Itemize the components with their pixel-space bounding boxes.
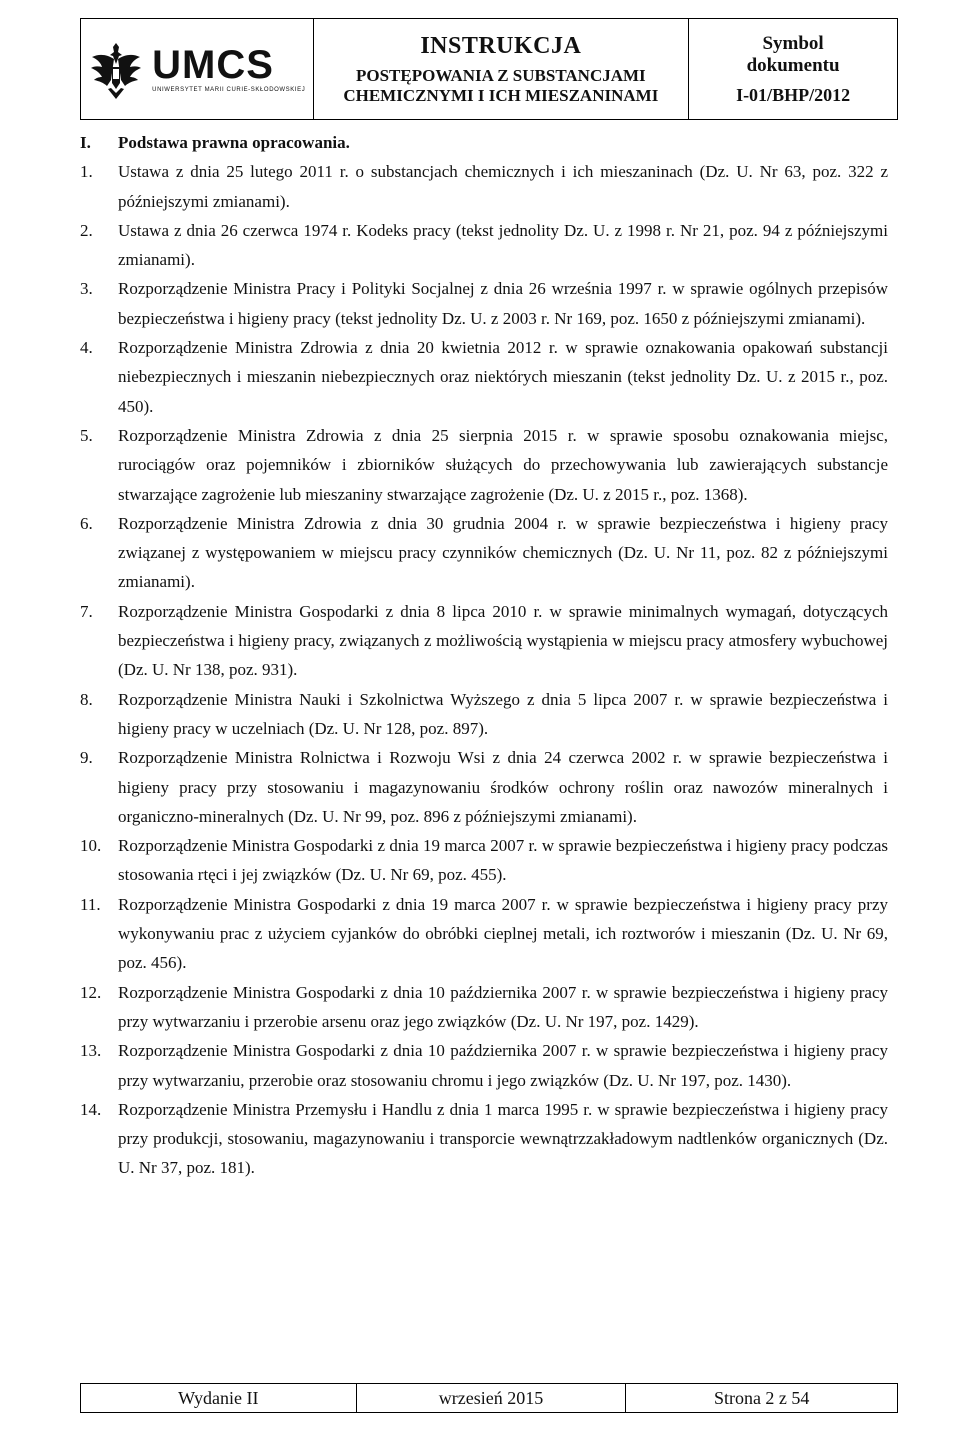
list-item-text: Rozporządzenie Ministra Gospodarki z dnia 10 października 2007 r. w sprawie bezpieczeństwa i higieny pracy przy wytwarzaniu, przerobie oraz stosowaniu chromu i jego związków (Dz. U. Nr 197, poz. 1430). bbox=[118, 1041, 888, 1090]
list-item bbox=[80, 157, 888, 216]
document-body bbox=[80, 128, 888, 1183]
list-item bbox=[80, 890, 888, 978]
list-item-number: 6. bbox=[80, 513, 93, 533]
list-item-text: Rozporządzenie Ministra Nauki i Szkolnictwa Wyższego z dnia 5 lipca 2007 r. w sprawie bezpieczeństwa i higieny pracy w uczelniach (Dz. U. Nr 128, poz. 897). bbox=[118, 689, 888, 738]
document-title: INSTRUKCJA bbox=[420, 32, 582, 59]
document-header bbox=[80, 18, 898, 120]
logo-wordmark: UMCS bbox=[152, 43, 274, 87]
list-item bbox=[80, 1036, 888, 1095]
list-item bbox=[80, 333, 888, 421]
list-item bbox=[80, 216, 888, 275]
document-subtitle-line-1: POSTĘPOWANIA Z SUBSTANCJAMI bbox=[355, 65, 646, 85]
eagle-emblem-icon bbox=[88, 37, 144, 101]
logo-subtitle: UNIWERSYTET MARII CURIE-SKŁODOWSKIEJ bbox=[152, 87, 306, 93]
list-item bbox=[80, 509, 888, 597]
list-item bbox=[80, 978, 888, 1037]
list-item-number: 14. bbox=[80, 1099, 102, 1119]
document-footer bbox=[80, 1383, 898, 1413]
list-item-text: Rozporządzenie Ministra Pracy i Polityki Socjalnej z dnia 26 września 1997 r. w sprawie ogólnych przepisów bezpieczeństwa i higieny pracy (tekst jednolity Dz. U. z 2003 r. Nr 169, poz. 1650 z późniejszymi zmianami). bbox=[118, 279, 888, 328]
list-item-number: 2. bbox=[80, 220, 93, 240]
title-cell bbox=[313, 19, 689, 120]
list-item-text: Rozporządzenie Ministra Gospodarki z dnia 19 marca 2007 r. w sprawie bezpieczeństwa i higieny pracy podczas stosowania rtęci i jej związków (Dz. U. Nr 69, poz. 455). bbox=[118, 836, 888, 885]
list-item-number: 7. bbox=[80, 601, 93, 621]
list-item-number: 10. bbox=[80, 836, 102, 856]
list-item-number: 8. bbox=[80, 689, 93, 709]
footer-edition: Wydanie II bbox=[81, 1384, 357, 1413]
list-item bbox=[80, 1095, 888, 1183]
list-item-number: 9. bbox=[80, 748, 93, 768]
list-item-number: 12. bbox=[80, 982, 102, 1002]
footer-date: wrzesień 2015 bbox=[356, 1384, 626, 1413]
section-heading bbox=[80, 128, 888, 157]
list-item-number: 1. bbox=[80, 162, 93, 182]
list-item-text: Rozporządzenie Ministra Przemysłu i Handlu z dnia 1 marca 1995 r. w sprawie bezpieczeństwa i higieny pracy przy produkcji, stosowaniu, magazynowaniu i transporcie wewnątrzzakładowym nadtlenków organicznych (Dz. U. Nr 37, poz. 181). bbox=[118, 1099, 888, 1178]
logo-cell bbox=[81, 19, 314, 120]
list-item-text: Ustawa z dnia 26 czerwca 1974 r. Kodeks pracy (tekst jednolity Dz. U. z 1998 r. Nr 21, poz. 94 z późniejszymi zmianami). bbox=[118, 220, 888, 270]
footer-page-number: Strona 2 z 54 bbox=[626, 1384, 898, 1413]
list-item-number: 5. bbox=[80, 425, 93, 445]
list-item-number: 4. bbox=[80, 338, 93, 358]
list-item-text: Rozporządzenie Ministra Rolnictwa i Rozwoju Wsi z dnia 24 czerwca 2002 r. w sprawie bezpieczeństwa i higieny pracy przy stosowaniu i magazynowaniu środków ochrony roślin oraz nawozów mineralnych i organiczno-mineralnych (Dz. U. Nr 99, poz. 896 z późniejszymi zmianami). bbox=[118, 748, 888, 826]
list-item-number: 13. bbox=[80, 1041, 102, 1061]
symbol-cell bbox=[689, 19, 898, 120]
list-item-text: Ustawa z dnia 25 lutego 2011 r. o substancjach chemicznych i ich mieszaninach (Dz. U. Nr 63, poz. 322 z późniejszymi zmianami). bbox=[118, 162, 888, 211]
list-item-text: Rozporządzenie Ministra Zdrowia z dnia 30 grudnia 2004 r. w sprawie bezpieczeństwa i higieny pracy związanej z występowaniem w miejscu pracy czynników chemicznych (Dz. U. Nr 11, poz. 82 z późniejszymi zmianami). bbox=[118, 513, 888, 592]
section-title: Podstawa prawna opracowania. bbox=[118, 133, 350, 152]
list-item-number: 11. bbox=[80, 894, 101, 914]
symbol-label-line-2: dokumentu bbox=[746, 54, 840, 76]
list-item bbox=[80, 274, 888, 333]
section-number: I. bbox=[80, 133, 91, 152]
list-item bbox=[80, 597, 888, 685]
list-item-text: Rozporządzenie Ministra Gospodarki z dnia 8 lipca 2010 r. w sprawie minimalnych wymagań, dotyczących bezpieczeństwa i higieny pracy, związanych z możliwością wystąpienia w miejscu pracy atmosfery wybuchowej (Dz. U. Nr 138, poz. 931). bbox=[118, 601, 888, 680]
list-item-text: Rozporządzenie Ministra Gospodarki z dnia 19 marca 2007 r. w sprawie bezpieczeństwa i higieny pracy przy wykonywaniu prac z użyciem cyjanków do obróbki cieplnej metali, ich roztworów i mieszanin (Dz. U. Nr 69, poz. 456). bbox=[118, 894, 888, 973]
list-item bbox=[80, 831, 888, 890]
list-item-text: Rozporządzenie Ministra Zdrowia z dnia 25 sierpnia 2015 r. w sprawie sposobu oznakowania miejsc, rurociągów oraz pojemników i zbiorników służących do przechowywania lub zawierających substancje stwarzające zagrożenie lub mieszaniny stwarzające zagrożenie (Dz. U. z 2015 r., poz. 1368). bbox=[118, 425, 888, 504]
list-item bbox=[80, 421, 888, 509]
symbol-code: I-01/BHP/2012 bbox=[736, 84, 851, 105]
list-item-number: 3. bbox=[80, 279, 93, 299]
list-item-text: Rozporządzenie Ministra Gospodarki z dnia 10 października 2007 r. w sprawie bezpieczeństwa i higieny pracy przy wytwarzaniu i przerobie arsenu oraz jego związków (Dz. U. Nr 197, poz. 1429). bbox=[118, 982, 888, 1031]
symbol-label-line-1: Symbol bbox=[762, 32, 824, 54]
list-item bbox=[80, 743, 888, 831]
list-item-text: Rozporządzenie Ministra Zdrowia z dnia 20 kwietnia 2012 r. w sprawie oznakowania opakowań substancji niebezpiecznych i mieszanin niebezpiecznych oraz niektórych mieszanin (tekst jednolity Dz. U. z 2015 r., poz. 450). bbox=[118, 338, 888, 416]
document-subtitle-line-2: CHEMICZNYMI I ICH MIESZANINAMI bbox=[343, 85, 659, 105]
list-item bbox=[80, 685, 888, 744]
umcs-logo bbox=[81, 37, 313, 101]
